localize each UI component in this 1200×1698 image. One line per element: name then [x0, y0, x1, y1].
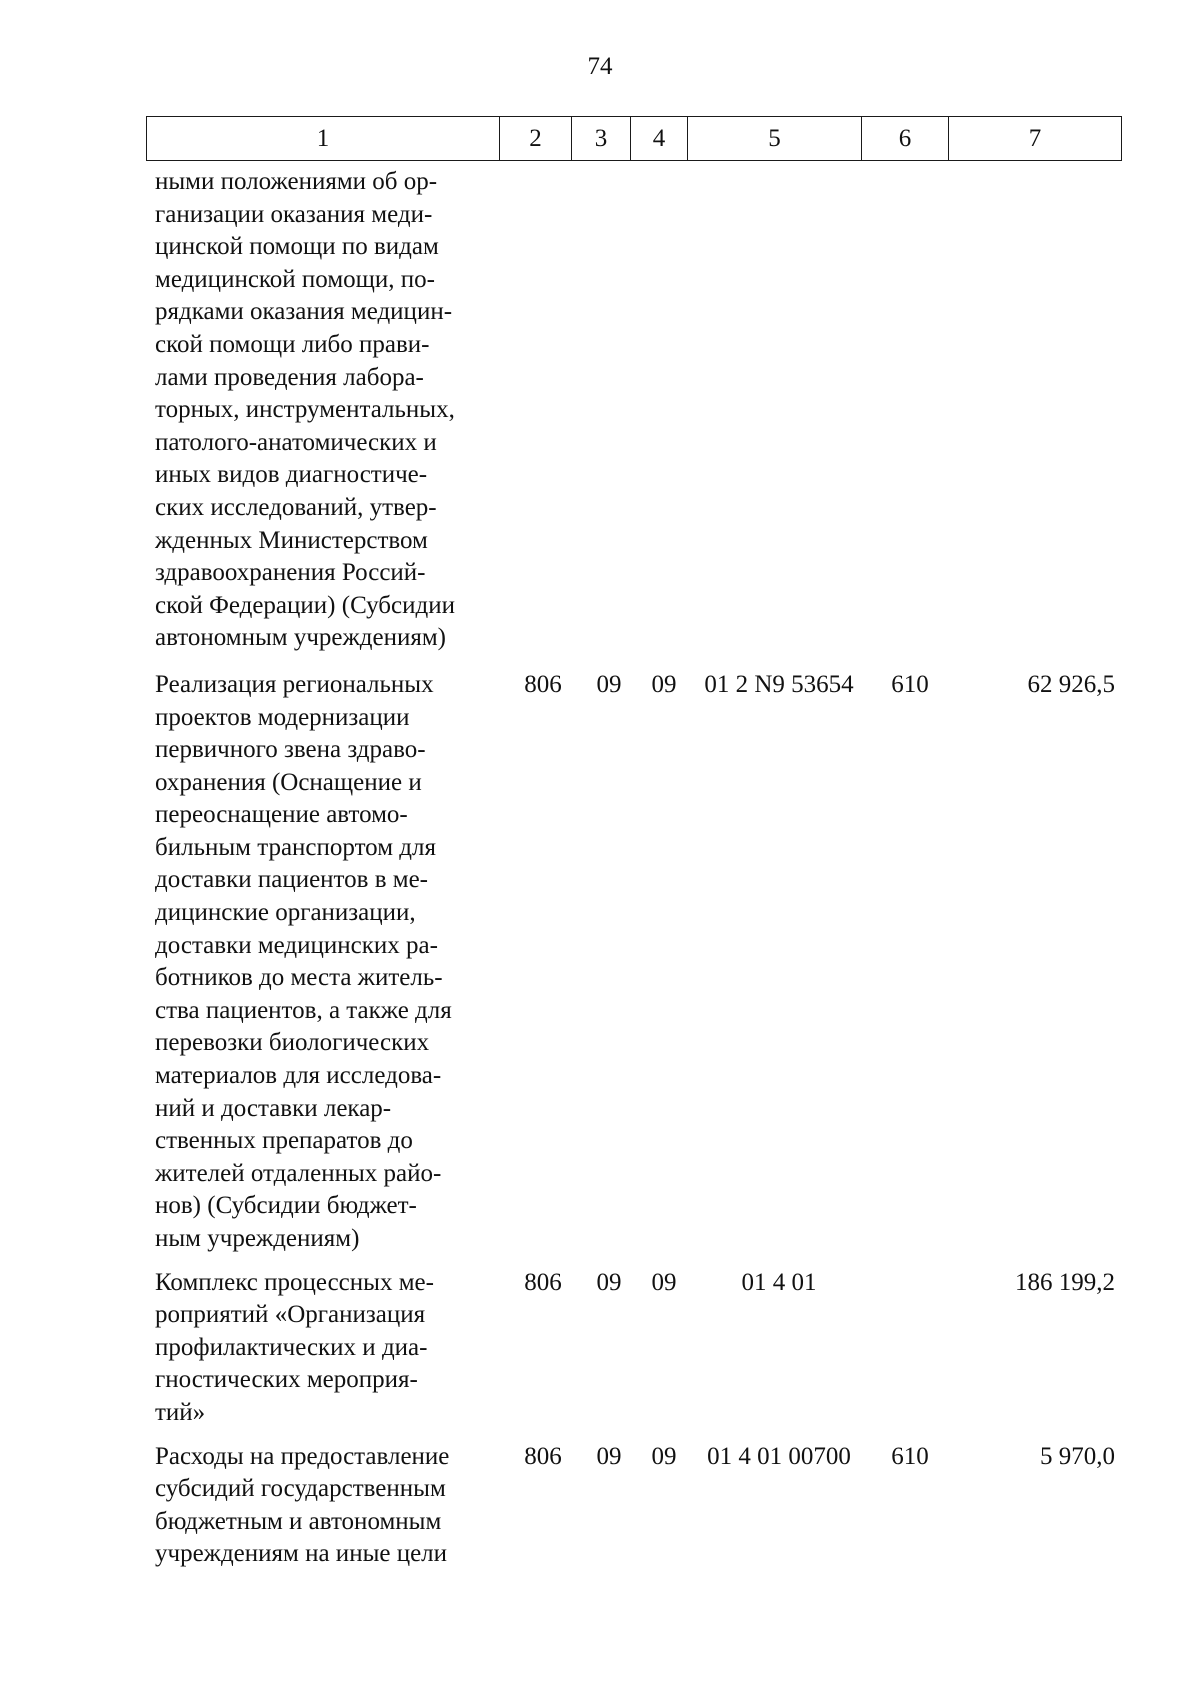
cell-col-7: 62 926,5 — [1027, 670, 1115, 698]
column-header-table — [146, 116, 1122, 161]
cell-col-3: 09 — [596, 1442, 622, 1470]
table-row — [155, 1267, 1115, 1430]
page-number: 74 — [587, 53, 613, 80]
row-description: Комплекс процессных ме- роприятий «Организация профилактических и диа- гностических мероприя- тий» — [155, 1268, 434, 1426]
cell-col-2: 806 — [524, 1268, 562, 1296]
cell-col-7: 186 199,2 — [1015, 1268, 1115, 1296]
table-row — [155, 166, 1115, 655]
column-header-row — [147, 117, 1122, 161]
column-header-3: 3 — [572, 117, 631, 161]
column-header-2: 2 — [500, 117, 572, 161]
cell-col-4: 09 — [651, 670, 677, 698]
row-description: Реализация региональных проектов модернизации первичного звена здраво- охранения (Оснащение и переоснащение автомо- бильным транспортом для доставки пациентов в ме- дицинские организации, доставки медицинских ра- ботников до места житель- ства пациентов, а также для перевозки биологических материалов для исследова- ний и доставки лекар- ственных препаратов до жителей отдаленных райо- нов) (Субсидии бюджет- ным учреждениям) — [155, 670, 452, 1252]
table-row — [155, 669, 1115, 1256]
cell-col-5: 01 4 01 00700 — [707, 1442, 851, 1470]
row-description: Расходы на предоставление субсидий государственным бюджетным и автономным учреждениям на иные цели — [155, 1442, 450, 1568]
row-description: ными положениями об ор- ганизации оказания меди- цинской помощи по видам медицинской помощи, по- рядками оказания медицин- ской помощи либо прави- лами проведения лабора- торных, инструментальных, патолого-анатомических и иных видов диагностиче- ских исследований, утвер- жденных Министерством здравоохранения Россий- ской Федерации) (Субсидии автономным учреждениям) — [155, 168, 455, 652]
column-header-7: 7 — [949, 117, 1122, 161]
cell-col-6: 610 — [891, 1442, 929, 1470]
cell-col-7: 5 970,0 — [1040, 1442, 1115, 1470]
table-body — [155, 166, 1115, 1582]
cell-col-4: 09 — [651, 1268, 677, 1296]
cell-col-5: 01 2 N9 53654 — [704, 670, 854, 698]
table-row — [155, 1441, 1115, 1571]
column-header-5: 5 — [688, 117, 862, 161]
cell-col-2: 806 — [524, 1442, 562, 1470]
cell-col-3: 09 — [596, 1268, 622, 1296]
column-header-1: 1 — [147, 117, 500, 161]
cell-col-4: 09 — [651, 1442, 677, 1470]
cell-col-5: 01 4 01 — [741, 1268, 817, 1296]
cell-col-3: 09 — [596, 670, 622, 698]
column-header-6: 6 — [862, 117, 949, 161]
cell-col-2: 806 — [524, 670, 562, 698]
cell-col-6: 610 — [891, 670, 929, 698]
column-header-4: 4 — [631, 117, 688, 161]
